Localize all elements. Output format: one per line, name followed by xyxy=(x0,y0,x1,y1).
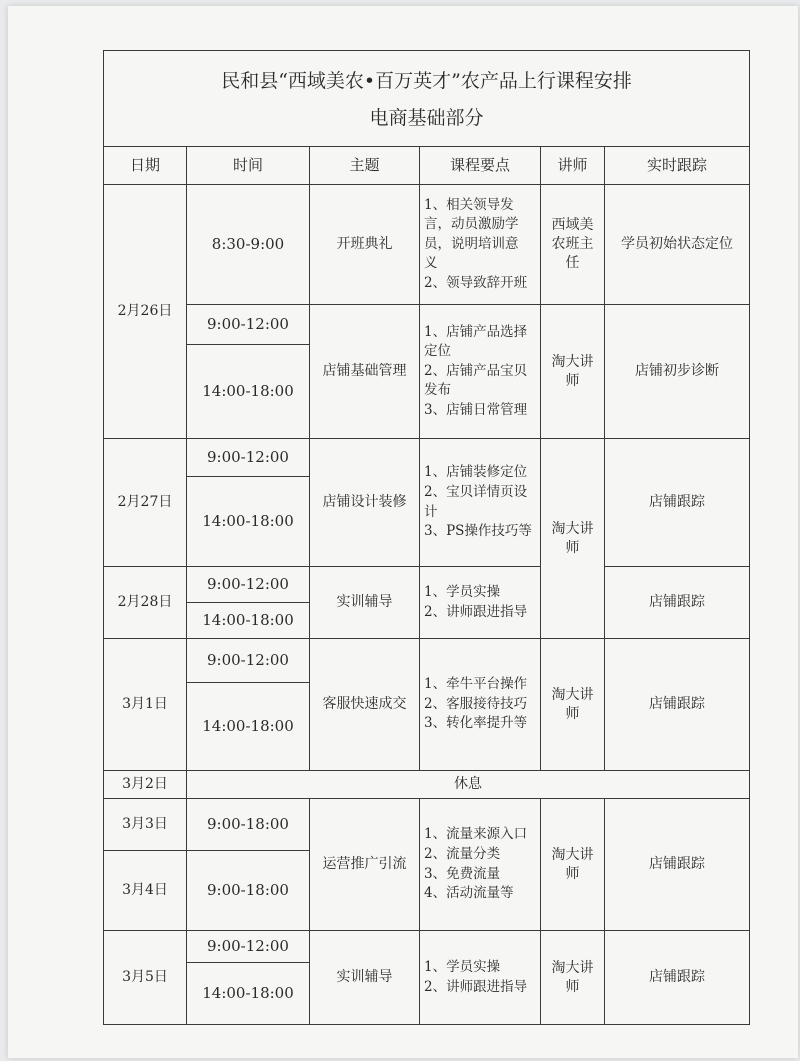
time-cell: 14:00-18:00 xyxy=(187,345,310,439)
tracking-cell: 学员初始状态定位 xyxy=(605,185,750,305)
paper-sheet xyxy=(8,6,798,1058)
document-title: 民和县“西域美农•百万英才”农产品上行课程安排 xyxy=(221,70,632,93)
teacher-cell: 淘大讲 师 xyxy=(541,799,605,931)
date-feb27: 2月27日 xyxy=(104,439,187,567)
header-key-points: 课程要点 xyxy=(420,147,541,185)
tracking-cell: 店铺跟踪 xyxy=(605,567,750,639)
time-cell: 14:00-18:00 xyxy=(187,477,310,567)
key-points-cell: 1、学员实操 2、讲师跟进指导 xyxy=(420,931,541,1025)
teacher-cell: 淘大讲 师 xyxy=(541,931,605,1025)
topic-practice-guidance: 实训辅导 xyxy=(310,931,420,1025)
time-cell: 9:00-12:00 xyxy=(187,567,310,603)
time-cell: 9:00-18:00 xyxy=(187,851,310,931)
header-topic: 主题 xyxy=(310,147,420,185)
time-cell: 9:00-12:00 xyxy=(187,439,310,477)
schedule-table xyxy=(103,50,750,1025)
tracking-cell: 店铺跟踪 xyxy=(605,931,750,1025)
time-cell: 9:00-12:00 xyxy=(187,931,310,963)
time-cell: 14:00-18:00 xyxy=(187,683,310,771)
topic-operations-promotion: 运营推广引流 xyxy=(310,799,420,931)
document-subtitle: 电商基础部分 xyxy=(369,106,484,129)
topic-opening-ceremony: 开班典礼 xyxy=(310,185,420,305)
rest-day-cell: 休息 xyxy=(187,771,750,799)
date-mar5: 3月5日 xyxy=(104,931,187,1025)
tracking-cell: 店铺跟踪 xyxy=(605,639,750,771)
date-feb26: 2月26日 xyxy=(104,185,187,439)
key-points-cell: 1、店铺装修定位 2、宝贝详情页设 计 3、PS操作技巧等 xyxy=(420,439,541,567)
teacher-cell: 淘大讲 师 xyxy=(541,439,605,639)
topic-store-design: 店铺设计装修 xyxy=(310,439,420,567)
header-time: 时间 xyxy=(187,147,310,185)
table-title-cell xyxy=(104,51,750,147)
time-cell: 9:00-12:00 xyxy=(187,305,310,345)
tracking-cell: 店铺跟踪 xyxy=(605,799,750,931)
date-mar4: 3月4日 xyxy=(104,851,187,931)
teacher-cell: 西域美 农班主 任 xyxy=(541,185,605,305)
topic-practice-guidance: 实训辅导 xyxy=(310,567,420,639)
tracking-cell: 店铺跟踪 xyxy=(605,439,750,567)
key-points-cell: 1、流量来源入口 2、流量分类 3、免费流量 4、活动流量等 xyxy=(420,799,541,931)
key-points-cell: 1、店铺产品选择 定位 2、店铺产品宝贝 发布 3、店铺日常管理 xyxy=(420,305,541,439)
header-date: 日期 xyxy=(104,147,187,185)
key-points-cell: 1、相关领导发 言，动员激励学 员，说明培训意 义 2、领导致辞开班 xyxy=(420,185,541,305)
header-teacher: 讲师 xyxy=(541,147,605,185)
time-cell: 14:00-18:00 xyxy=(187,603,310,639)
key-points-cell: 1、学员实操 2、讲师跟进指导 xyxy=(420,567,541,639)
time-cell: 14:00-18:00 xyxy=(187,963,310,1025)
time-cell: 8:30-9:00 xyxy=(187,185,310,305)
date-mar3: 3月3日 xyxy=(104,799,187,851)
key-points-cell: 1、牵牛平台操作 2、客服接待技巧 3、转化率提升等 xyxy=(420,639,541,771)
teacher-cell: 淘大讲 师 xyxy=(541,305,605,439)
header-tracking: 实时跟踪 xyxy=(605,147,750,185)
tracking-cell: 店铺初步诊断 xyxy=(605,305,750,439)
time-cell: 9:00-18:00 xyxy=(187,799,310,851)
date-mar1: 3月1日 xyxy=(104,639,187,771)
teacher-cell: 淘大讲 师 xyxy=(541,639,605,771)
topic-customer-service: 客服快速成交 xyxy=(310,639,420,771)
topic-store-basic-management: 店铺基础管理 xyxy=(310,305,420,439)
time-cell: 9:00-12:00 xyxy=(187,639,310,683)
date-feb28: 2月28日 xyxy=(104,567,187,639)
date-mar2: 3月2日 xyxy=(104,771,187,799)
